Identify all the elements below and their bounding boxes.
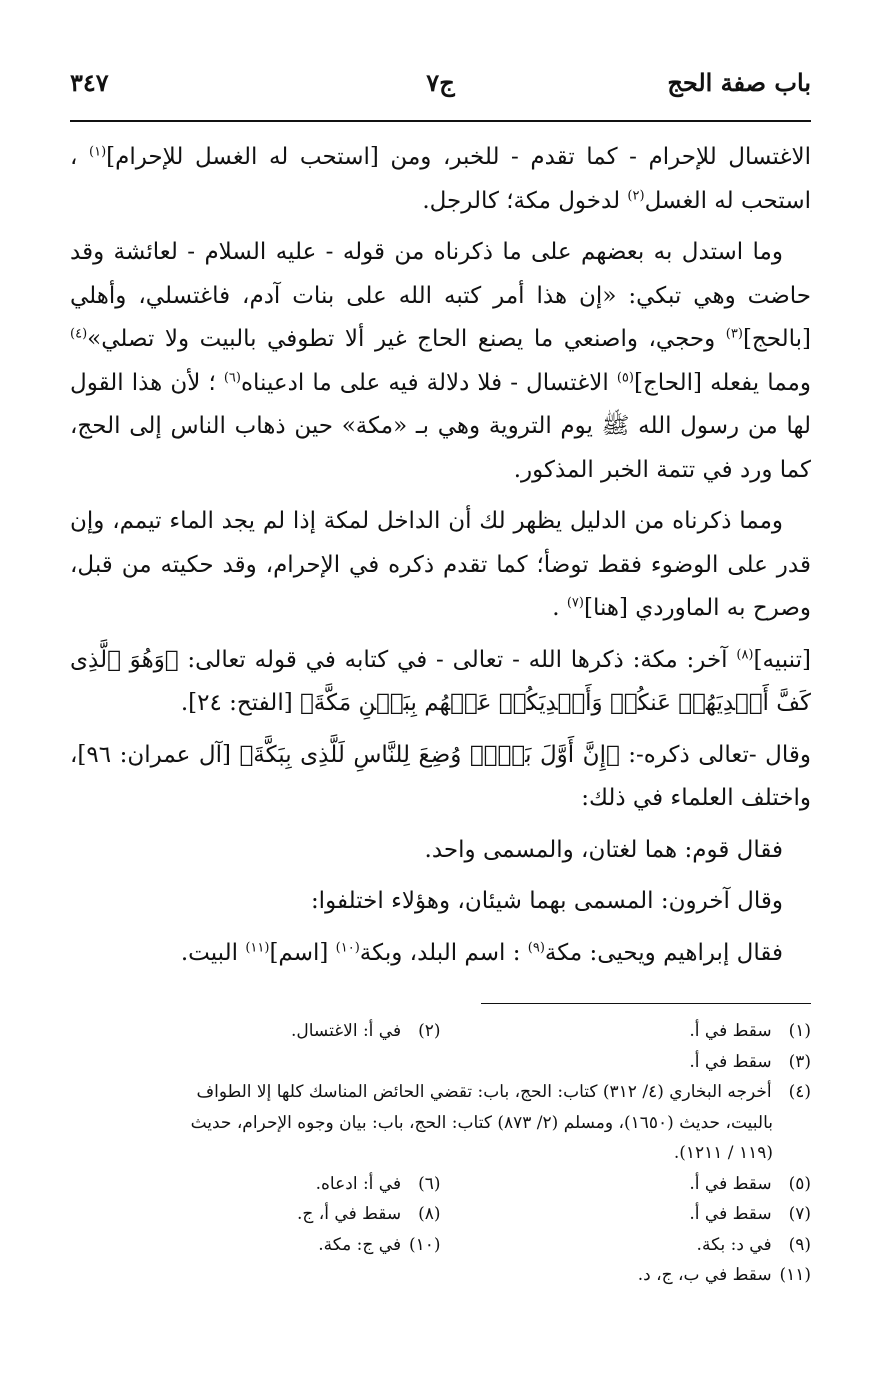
footnote-row — [70, 1047, 811, 1078]
footnote-row — [70, 1077, 811, 1169]
page-number: ٣٤٧ — [70, 68, 109, 97]
footnote-6: (٦) في أ: ادعاه. — [315, 1173, 441, 1194]
paragraph-p8: فقال إبراهيم ويحيى: مكة$^{(٩)}$ : اسم البلد، وبكة$^{(١٠)}$ [اسم]$^{(١١)}$ البيت. — [180, 939, 783, 966]
header-rule — [70, 120, 811, 122]
footnote-1: (١) سقط في أ. — [689, 1021, 811, 1041]
paragraph-p5: وقال -تعالى ذكره-: ﴿إِنَّ أَوَّلَ بَيۡتٖ وُضِعَ لِلنَّاسِ لَلَّذِى بِبَكَّةَ﴾ [آل عمران: ٩٦]، واختلف العلماء في ذلك: — [70, 741, 811, 811]
paragraph-p7: وقال آخرون: المسمى بهما شيئان، وهؤلاء اختلفوا: — [310, 888, 783, 914]
footnote-10: (١٠) في ج: مكة. — [318, 1234, 441, 1255]
footnote-11: (١١) سقط في ب، ج، د. — [637, 1265, 811, 1285]
footnote-2: (٢) في أ: الاغتسال. — [291, 1021, 441, 1041]
footnote-5: (٥) سقط في أ. — [689, 1173, 811, 1194]
paragraph-p3: ومما ذكرناه من الدليل يظهر لك أن الداخل لمكة إذا لم يجد الماء تيمم، وإن قدر على الوضوء فقط توضأ؛ كما تقدم ذكره في الإحرام، وقد حكيته من قبل، وصرح به الماوردي [هنا]$^{(٧)}$ . — [70, 508, 811, 621]
footnote-8: (٨) سقط في أ، ج. — [297, 1204, 441, 1224]
page-header — [70, 68, 811, 108]
footnote-4: (٤) أخرجه البخاري (٤/ ٣١٢) كتاب: الحج، باب: تقضي الحائض المناسك كلها إلا الطواف بالبيت، حديث (١٦٥٠)، ومسلم (٢/ ٨٧٣) كتاب: الحج، باب: بيان وجوه الإحرام، حديث (١١٩ / ١٢١١). — [190, 1082, 811, 1163]
footnote-row — [70, 1016, 811, 1047]
footnote-row — [70, 1260, 811, 1291]
footnote-7: (٧) سقط في أ. — [689, 1204, 811, 1224]
paragraph-p6: فقال قوم: هما لغتان، والمسمى واحد. — [424, 836, 783, 863]
footnote-9: (٩) في د: بكة. — [696, 1234, 811, 1255]
footnote-rule — [481, 1003, 811, 1004]
footnotes — [70, 1016, 811, 1291]
main-text — [70, 136, 811, 983]
footnote-row — [70, 1230, 811, 1261]
footnote-3: (٣) سقط في أ. — [689, 1051, 811, 1072]
paragraph-p1: الاغتسال للإحرام - كما تقدم - للخبر، ومن [استحب له الغسل للإحرام]$^{(١)}$ ، استحب له الغسل$^{(٢)}$ لدخول مكة؛ كالرجل. — [70, 144, 812, 214]
footnote-row — [70, 1199, 811, 1230]
paragraph-p4: [تنبيه]$^{(٨)}$ آخر: مكة: ذكرها الله - تعالى - في كتابه في قوله تعالى: ﴿وَهُوَ ٱلَّذِى كَفَّ أَيۡدِيَهُمۡ عَنكُمۡ وَأَيۡدِيَكُمۡ عَنۡهُم بِبَطۡنِ مَكَّةَ﴾ [الفتح: ٢٤]. — [70, 646, 811, 716]
chapter-title: باب صفة الحج — [667, 68, 811, 97]
paragraph-p2: وما استدل به بعضهم على ما ذكرناه من قوله - عليه السلام - لعائشة وقد حاضت وهي تبكي: «إن هذا أمر كتبه الله على بنات آدم، فاغتسلي، وأهلي [بالحج]$^{(٣)}$ وحجي، واصنعي ما يصنع الحاج غير ألا تطوفي بالبيت ولا تصلي»$^{(٤)}$ ومما يفعله [الحاج]$^{(٥)}$ الاغتسال - فلا دلالة فيه على ما ادعيناه$^{(٦)}$ ؛ لأن هذا القول لها من رسول الله ﷺ يوم التروية وهي بـ «مكة» حين ذهاب الناس إلى الحج، كما ورد في تتمة الخبر المذكور. — [70, 239, 811, 483]
volume-label: ج٧ — [426, 68, 455, 97]
footnote-row — [70, 1169, 811, 1200]
